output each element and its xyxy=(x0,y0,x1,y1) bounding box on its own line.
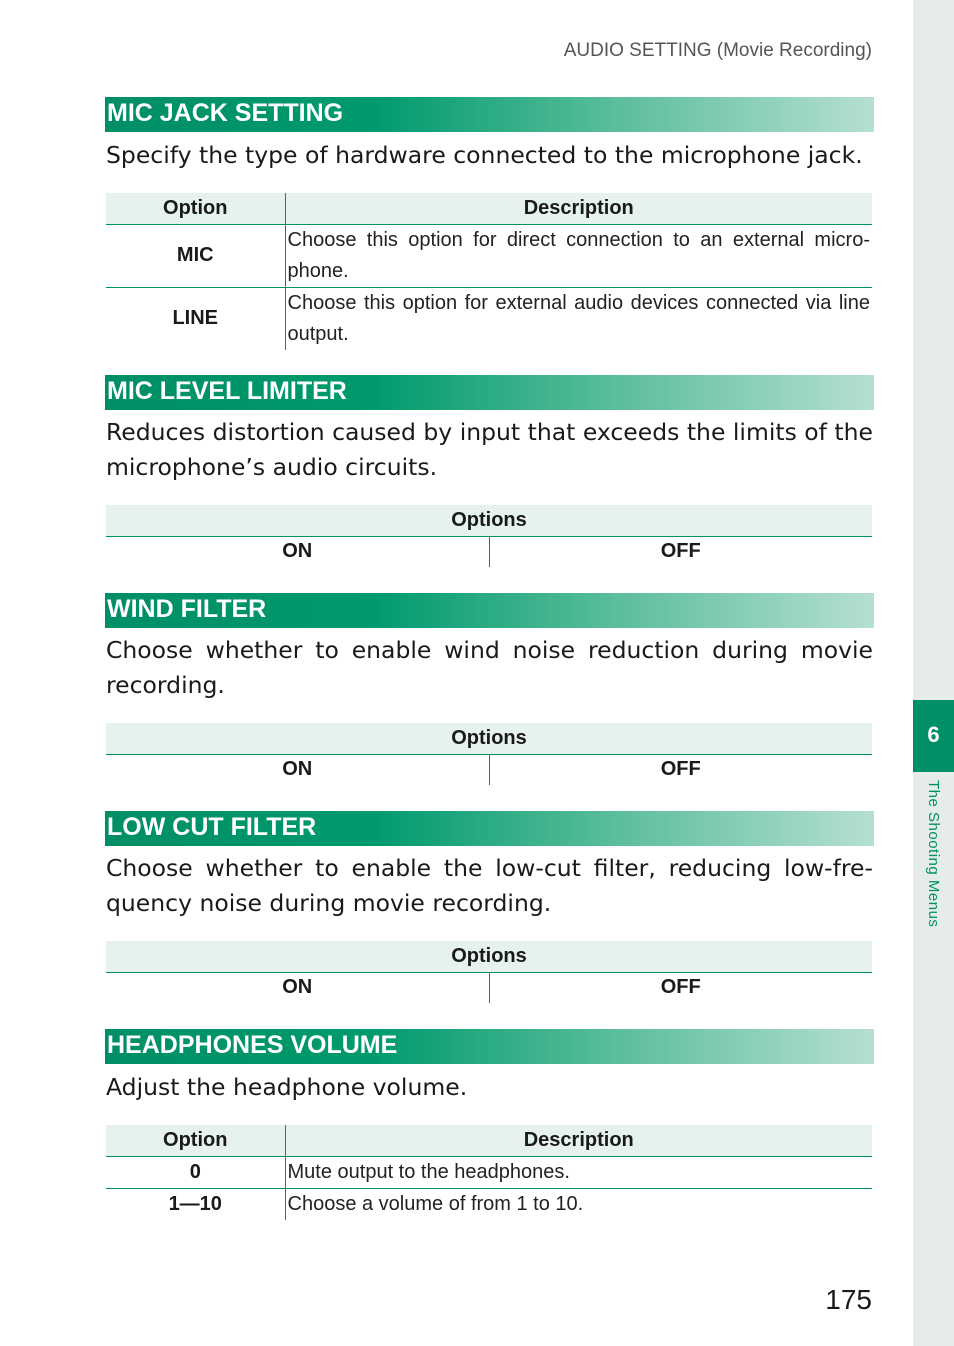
chapter-number: 6 xyxy=(927,722,940,747)
option-off: OFF xyxy=(660,976,701,999)
option-cell: 1—10 xyxy=(106,1188,285,1220)
table-row xyxy=(106,972,872,1003)
description-cell: Choose this option for direct connection to an external microphone. xyxy=(285,224,872,287)
headphones-text: Adjust the headphone volume. xyxy=(106,1073,468,1101)
wind-filter-options-table xyxy=(106,723,872,785)
mic-level-text: Reduces distortion caused by input that exceeds the limits of the microphone’s audio circuits. xyxy=(106,418,873,481)
options-header: Options xyxy=(106,505,872,536)
section-title-low-cut: LOW CUT FILTER xyxy=(105,811,874,846)
table-row xyxy=(106,754,872,785)
option-on: ON xyxy=(106,972,489,1003)
low-cut-options-table xyxy=(106,941,872,1003)
options-header: Options xyxy=(106,941,872,972)
option-cell: MIC xyxy=(106,224,285,287)
section-title-wind-filter: WIND FILTER xyxy=(105,593,874,628)
section-title-headphones: HEADPHONES VOLUME xyxy=(105,1029,874,1064)
description-cell: Choose a volume of from 1 to 10. xyxy=(287,1192,584,1215)
mic-jack-table xyxy=(106,193,872,350)
mic-level-options-table xyxy=(106,505,872,567)
column-header-option: Option xyxy=(106,1125,285,1156)
options-header: Options xyxy=(106,723,872,754)
chapter-tab[interactable] xyxy=(913,700,954,772)
table-row xyxy=(106,1188,872,1220)
side-strip xyxy=(913,0,954,1346)
column-header-description: Description xyxy=(285,193,872,224)
option-off: OFF xyxy=(660,758,701,781)
running-header: AUDIO SETTING (Movie Recording) xyxy=(563,40,872,61)
option-on: ON xyxy=(106,536,489,567)
column-header-option: Option xyxy=(106,193,285,224)
section-title-mic-level: MIC LEVEL LIMITER xyxy=(105,375,874,410)
wind-filter-text: Choose whether to enable wind noise reduction during movie recording. xyxy=(106,636,873,699)
option-cell: LINE xyxy=(106,287,285,350)
option-cell: 0 xyxy=(106,1156,285,1188)
section-title-mic-jack: MIC JACK SETTING xyxy=(105,97,874,132)
mic-jack-text: Specify the type of hardware connected to the microphone jack. xyxy=(106,141,863,169)
column-header-description: Description xyxy=(285,1125,872,1156)
description-cell: Mute output to the headphones. xyxy=(285,1156,872,1188)
table-row xyxy=(106,536,872,567)
page-number: 175 xyxy=(825,1284,872,1315)
description-cell: Choose this option for external audio devices connected via line output. xyxy=(287,291,870,345)
option-off: OFF xyxy=(660,540,701,563)
table-row xyxy=(106,224,872,287)
table-row xyxy=(106,1156,872,1188)
headphones-table xyxy=(106,1125,872,1220)
option-on: ON xyxy=(106,754,489,785)
low-cut-text: Choose whether to enable the low-cut filter, reducing low-frequency noise during movie recording. xyxy=(106,854,873,917)
table-row xyxy=(106,287,872,350)
chapter-label: The Shooting Menus xyxy=(925,780,942,928)
